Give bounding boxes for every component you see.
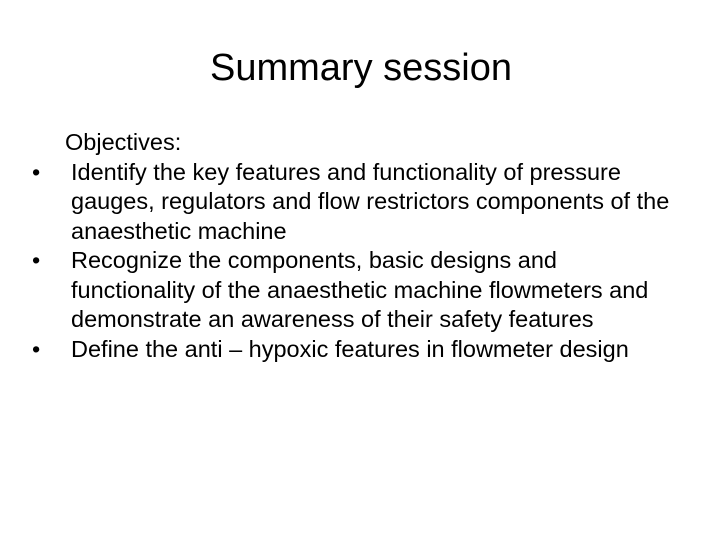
slide-title: Summary session — [210, 47, 512, 89]
bullet-icon: • — [32, 247, 41, 273]
list-item-text: Recognize the components, basic designs and functionality of the anaesthetic machine flowmeters and demonstrate an awareness of their safety features — [71, 247, 649, 332]
list-item-text: Define the anti – hypoxic features in flowmeter design — [71, 335, 629, 362]
list-item-text: Identify the key features and functionality of pressure gauges, regulators and flow restrictors components of the anaesthetic machine — [71, 158, 670, 244]
list-item — [32, 158, 682, 247]
list-item — [32, 335, 682, 365]
bullet-icon: • — [32, 335, 41, 362]
list-item — [32, 246, 682, 335]
objectives-list — [32, 158, 682, 365]
slide-body — [32, 128, 682, 364]
objectives-heading: Objectives: — [65, 129, 182, 155]
bullet-icon: • — [32, 158, 41, 185]
